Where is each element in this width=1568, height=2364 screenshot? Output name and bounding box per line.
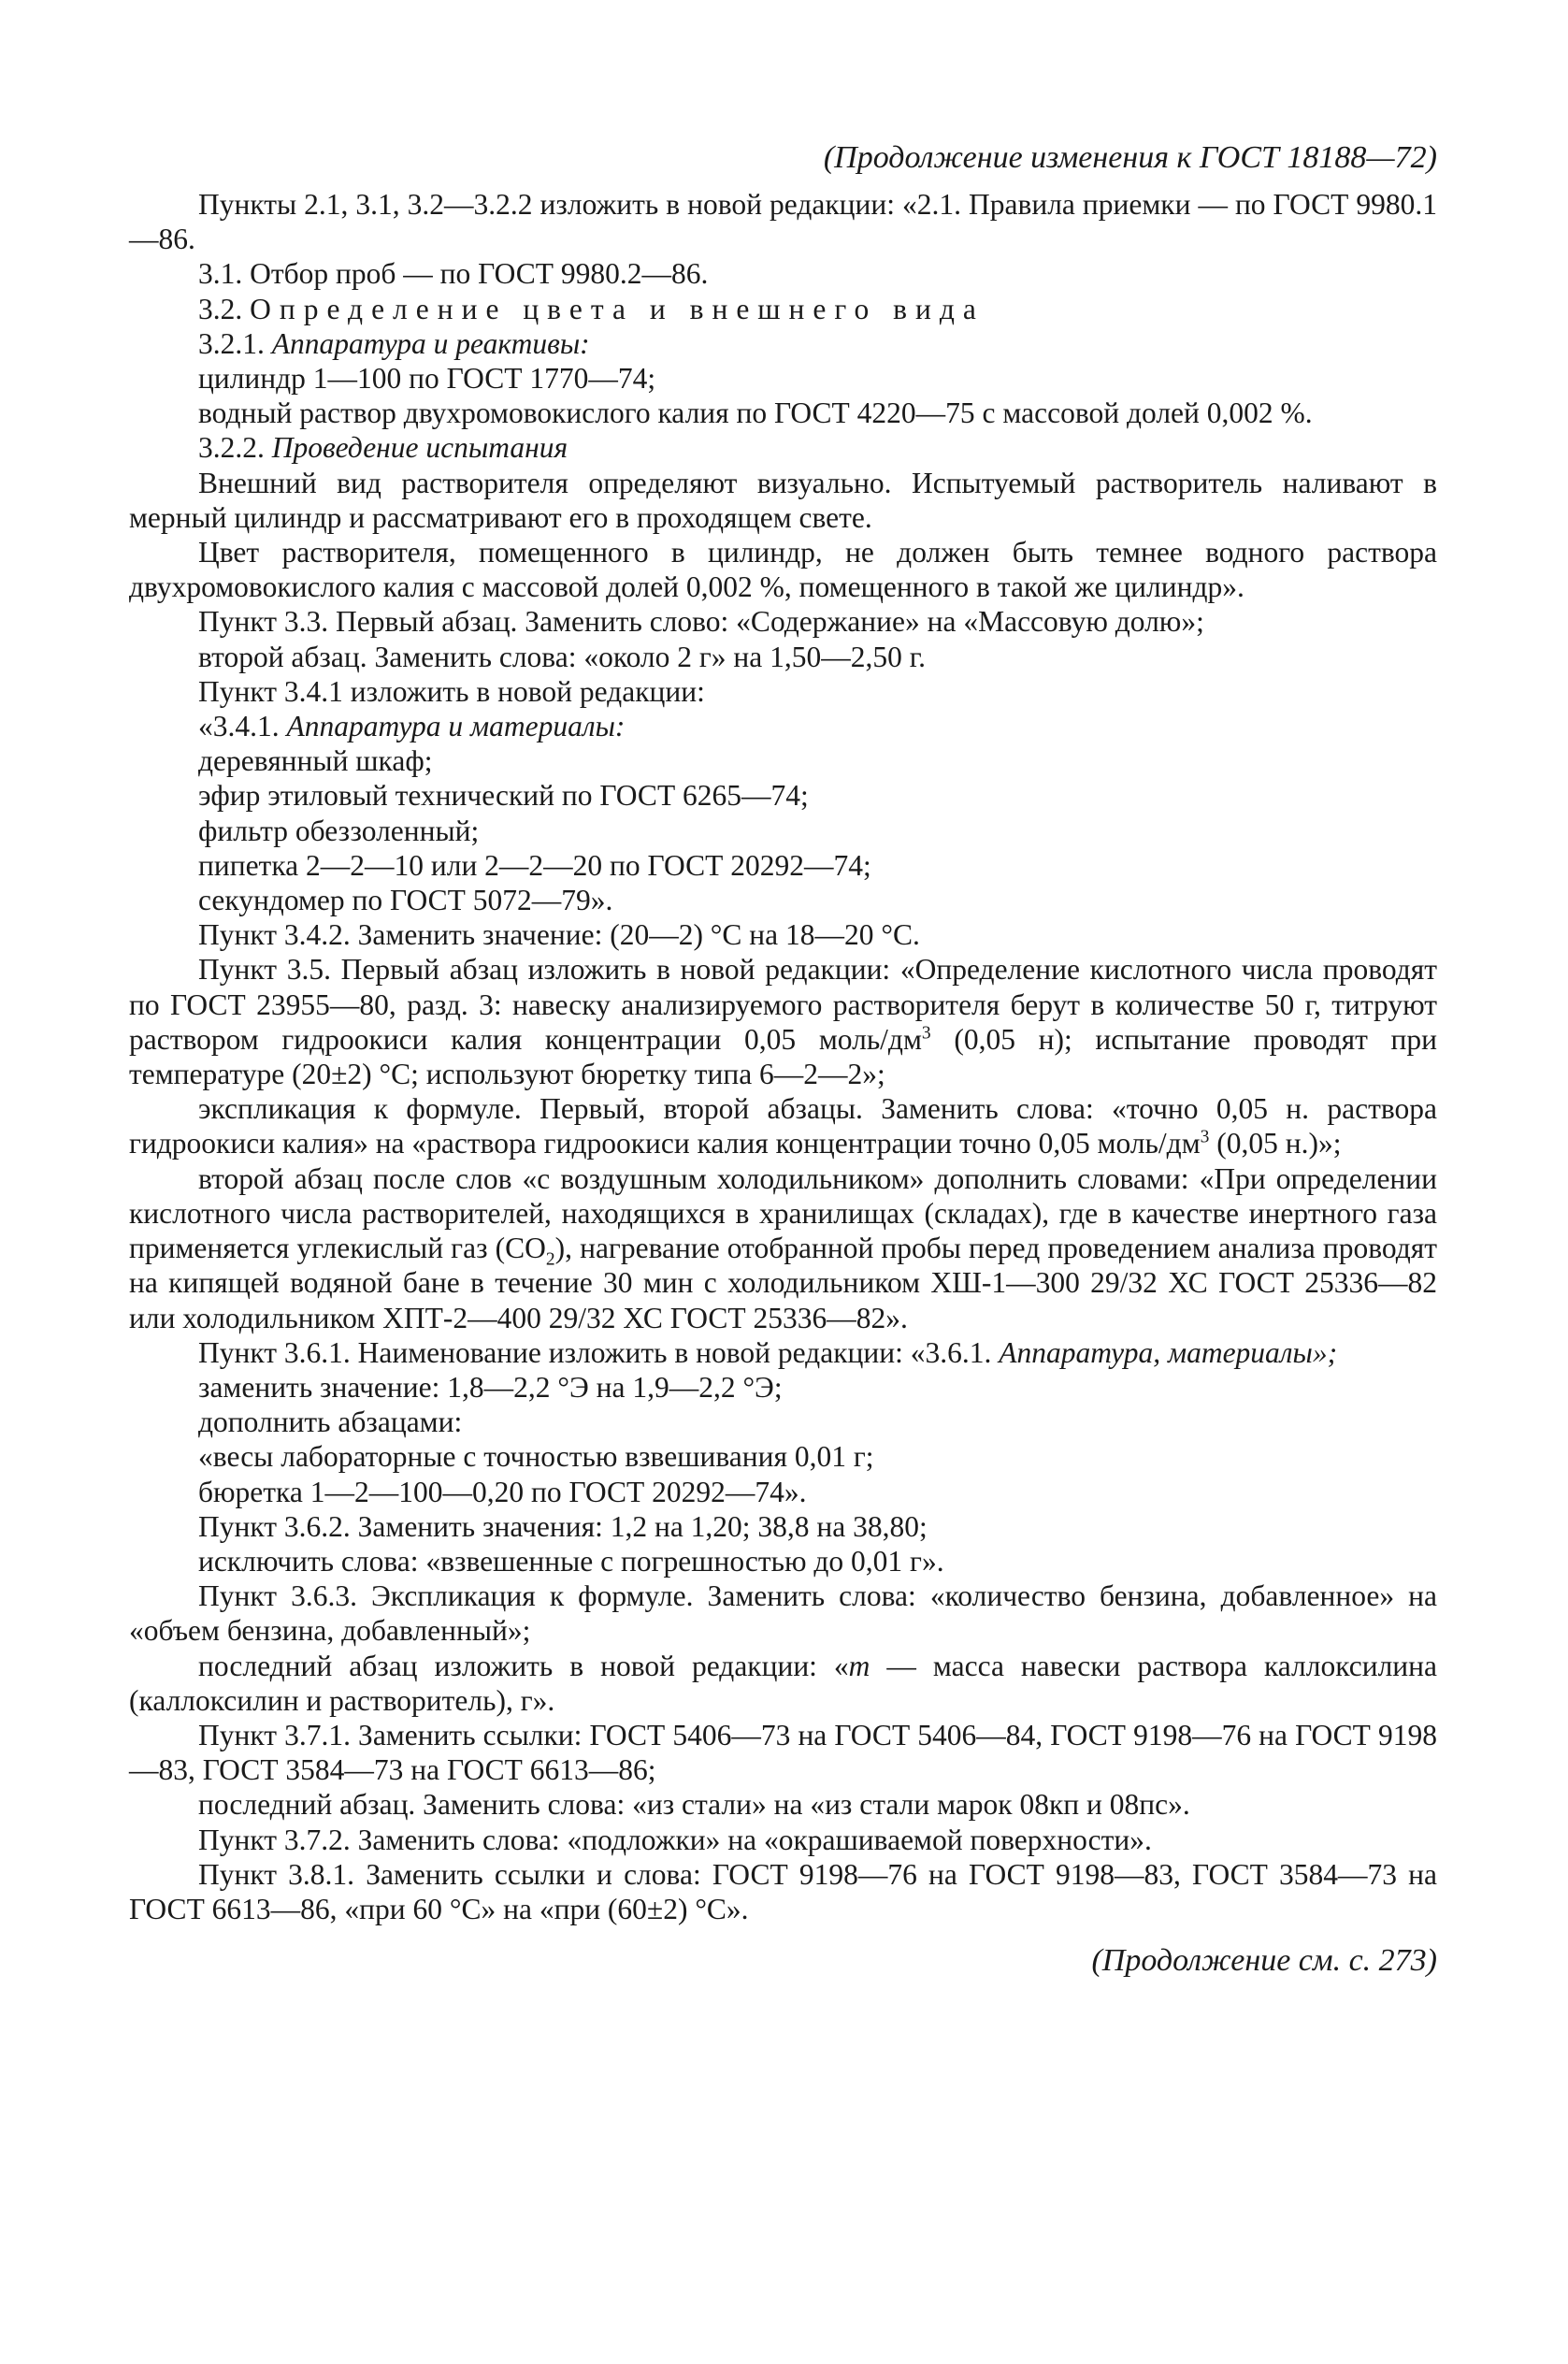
- paragraph: «весы лабораторные с точностью взвешивания 0,01 г;: [198, 1440, 874, 1474]
- subscript: 2: [545, 1249, 555, 1270]
- italic-text: Аппаратура, материалы»;: [999, 1335, 1338, 1369]
- paragraph: Пункт 3.4.1 изложить в новой редакции:: [198, 674, 705, 708]
- italic-heading-text: Аппаратура и материалы:: [286, 710, 626, 743]
- paragraph: последний абзац. Заменить слова: «из стали» на «из стали марок 08кп и 08пс».: [198, 1788, 1190, 1822]
- list-item: пипетка 2—2—10 или 2—2—20 по ГОСТ 20292—74;: [198, 848, 871, 882]
- paragraph: заменить значение: 1,8—2,2 °Э на 1,9—2,2 °Э;: [198, 1370, 783, 1404]
- list-item: эфир этиловый технический по ГОСТ 6265—74;: [198, 779, 809, 813]
- paragraph: 3.1. Отбор проб — по ГОСТ 9980.2—86.: [198, 257, 709, 291]
- paragraph: Пункт 3.6.1. Наименование изложить в новой редакции: «3.6.1. Аппаратура, материалы»;: [198, 1335, 1338, 1369]
- subsection-heading: 3.2.1. Аппаратура и реактивы:: [198, 326, 590, 360]
- paragraph: Пункт 3.6.3. Экспликация к формуле. Заменить слова: «количество бензина, добавленное» на «объем бензина, добавленный»;: [129, 1579, 1437, 1648]
- list-item: секундомер по ГОСТ 5072—79».: [198, 884, 613, 917]
- document-body: [129, 187, 1437, 1926]
- subsection-heading: 3.2.2. Проведение испытания: [198, 431, 568, 465]
- italic-heading-text: Аппаратура и реактивы:: [271, 326, 590, 360]
- paragraph: последний абзац изложить в новой редакции: «m — масса навески раствора каллоксилина (каллоксилин и растворитель), г».: [129, 1649, 1437, 1717]
- paragraph: экспликация к формуле. Первый, второй абзацы. Заменить слова: «точно 0,05 н. раствора гидроокиси калия» на «раствора гидроокиси калия концентрации точно 0,05 моль/$дм^3$ (0,05 н.)»;: [129, 1092, 1437, 1160]
- paragraph: Пункт 3.6.2. Заменить значения: 1,2 на 1,20; 38,8 на 38,80;: [198, 1509, 928, 1543]
- paragraph: Пункт 3.8.1. Заменить ссылки и слова: ГОСТ 9198—76 на ГОСТ 9198—83, ГОСТ 3584—73 на ГОСТ 6613—86, «при 60 °С» на «при (60±2) °С».: [129, 1857, 1437, 1925]
- page-header: (Продолжение изменения к ГОСТ 18188—72): [823, 140, 1437, 175]
- paragraph: Пункт 3.7.1. Заменить ссылки: ГОСТ 5406—73 на ГОСТ 5406—84, ГОСТ 9198—76 на ГОСТ 9198—83, ГОСТ 3584—73 на ГОСТ 6613—86;: [129, 1718, 1437, 1787]
- superscript: 3: [1200, 1127, 1210, 1147]
- list-item: цилиндр 1—100 по ГОСТ 1770—74;: [198, 362, 656, 396]
- list-item: водный раствор двухромовокислого калия по ГОСТ 4220—75 с массовой долей 0,002 %.: [198, 396, 1313, 430]
- paragraph: второй абзац. Заменить слова: «около 2 г» на 1,50—2,50 г.: [198, 640, 927, 673]
- spaced-heading-text: Определение цвета и внешнего вида: [250, 292, 985, 325]
- subsection-heading: «3.4.1. Аппаратура и материалы:: [198, 710, 626, 743]
- paragraph: бюретка 1—2—100—0,20 по ГОСТ 20292—74».: [198, 1475, 807, 1508]
- section-heading: 3.2. Определение цвета и внешнего вида: [198, 292, 985, 325]
- paragraph: исключить слова: «взвешенные с погрешностью до 0,01 г».: [198, 1544, 944, 1578]
- formula-variable: m: [848, 1649, 870, 1682]
- paragraph: Пункты 2.1, 3.1, 3.2—3.2.2 изложить в новой редакции: «2.1. Правила приемки — по ГОСТ 9980.1—86.: [129, 188, 1437, 256]
- paragraph: Пункт 3.4.2. Заменить значение: (20—2) °С на 18—20 °С.: [198, 918, 920, 952]
- page-footer: (Продолжение см. с. 273): [1091, 1943, 1437, 1979]
- paragraph: второй абзац после слов «с воздушным холодильником» дополнить словами: «При определении кислотного числа растворителей, находящихся в хранилищах (складах), где в качестве инертного газа применяется углекислый газ $(CO_2)$, нагревание отобранной пробы перед проведением анализа проводят на кипящей водяной бане в течение 30 мин с холодильником ХШ-1—300 29/32 ХС ГОСТ 25336—82 или холодильником ХПТ-2—400 29/32 ХС ГОСТ 25336—82».: [129, 1161, 1437, 1334]
- paragraph: Пункт 3.7.2. Заменить слова: «подложки» на «окрашиваемой поверхности».: [198, 1823, 1152, 1856]
- paragraph: Внешний вид растворителя определяют визуально. Испытуемый растворитель наливают в мерный цилиндр и рассматривают его в проходящем свете.: [129, 466, 1437, 534]
- list-item: фильтр обеззоленный;: [198, 814, 480, 847]
- superscript: 3: [921, 1023, 931, 1044]
- paragraph: дополнить абзацами:: [198, 1405, 463, 1439]
- paragraph: Пункт 3.3. Первый абзац. Заменить слово: «Содержание» на «Массовую долю»;: [198, 605, 1204, 639]
- paragraph: Цвет растворителя, помещенного в цилиндр, не должен быть темнее водного раствора двухромовокислого калия с массовой долей 0,002 %, помещенного в такой же цилиндр».: [129, 536, 1437, 604]
- list-item: деревянный шкаф;: [198, 744, 433, 778]
- paragraph: Пункт 3.5. Первый абзац изложить в новой редакции: «Определение кислотного числа проводят по ГОСТ 23955—80, разд. 3: навеску анализируемого растворителя берут в количестве 50 г, титруют раствором гидроокиси калия концентрации 0,05 моль/$дм^3$ (0,05 н); испытание проводят при температуре (20±2) °С; используют бюретку типа 6—2—2»;: [129, 953, 1437, 1091]
- italic-heading-text: Проведение испытания: [271, 431, 568, 465]
